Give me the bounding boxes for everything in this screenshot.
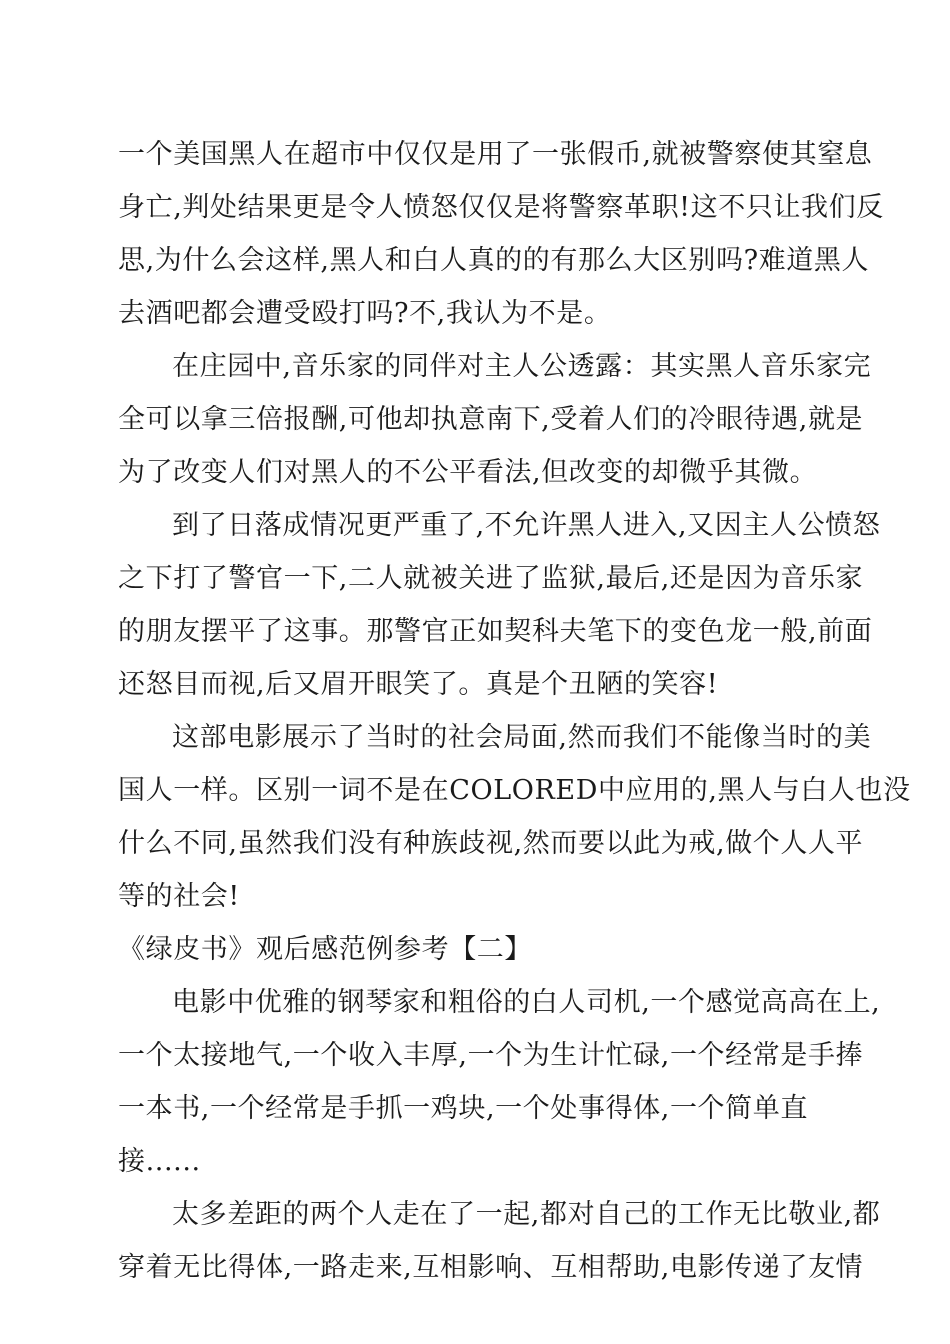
paragraph-line: 的朋友摆平了这事。那警官正如契科夫笔下的变色龙一般,前面: [118, 616, 873, 647]
paragraph-line: 全可以拿三倍报酬,可他却执意南下,受着人们的冷眼待遇,就是: [118, 404, 864, 435]
paragraph-line: 思,为什么会这样,黑人和白人真的的有那么大区别吗?难道黑人: [118, 245, 870, 276]
paragraph-line: 太多差距的两个人走在了一起,都对自己的工作无比敬业,都: [172, 1199, 881, 1230]
paragraph-line: 为了改变人们对黑人的不公平看法,但改变的却微乎其微。: [118, 457, 818, 488]
paragraph-line: 身亡,判处结果更是令人愤怒仅仅是将警察革职!这不只让我们反: [118, 192, 884, 223]
paragraph-3: [118, 499, 881, 711]
paragraph-2: [118, 340, 872, 499]
paragraph-4: [118, 711, 911, 923]
paragraph-line: 去酒吧都会遭受殴打吗?不,我认为不是。: [118, 298, 612, 329]
paragraph-5: [118, 976, 881, 1188]
document-body: [118, 128, 911, 1294]
paragraph-line: 之下打了警官一下,二人就被关进了监狱,最后,还是因为音乐家: [118, 563, 864, 594]
paragraph-line: 一个美国黑人在超市中仅仅是用了一张假币,就被警察使其窒息: [118, 139, 873, 170]
paragraph-line: 到了日落成情况更严重了,不允许黑人进入,又因主人公愤怒: [172, 510, 881, 541]
paragraph-line: 什么不同,虽然我们没有种族歧视,然而要以此为戒,做个人人平: [118, 828, 864, 859]
paragraph-line: 等的社会!: [118, 881, 240, 912]
paragraph-line: 这部电影展示了当时的社会局面,然而我们不能像当时的美: [172, 722, 872, 753]
paragraph-1: [118, 128, 884, 340]
paragraph-line: 一个太接地气,一个收入丰厚,一个为生计忙碌,一个经常是手捧: [118, 1040, 864, 1071]
paragraph-line: 一本书,一个经常是手抓一鸡块,一个处事得体,一个简单直: [118, 1093, 808, 1124]
section-heading: 《绿皮书》观后感范例参考【二】: [118, 934, 532, 965]
paragraph-line: 还怒目而视,后又眉开眼笑了。真是个丑陋的笑容!: [118, 669, 719, 700]
paragraph-line: 电影中优雅的钢琴家和粗俗的白人司机,一个感觉高高在上,: [172, 987, 881, 1018]
paragraph-line: 接......: [118, 1146, 201, 1177]
paragraph-line: 在庄园中,音乐家的同伴对主人公透露：其实黑人音乐家完: [172, 351, 872, 382]
paragraph-6: [118, 1188, 881, 1294]
paragraph-line: 穿着无比得体,一路走来,互相影响、互相帮助,电影传递了友情: [118, 1252, 864, 1283]
paragraph-line: 国人一样。区别一词不是在COLORED中应用的,黑人与白人也没: [118, 775, 911, 806]
